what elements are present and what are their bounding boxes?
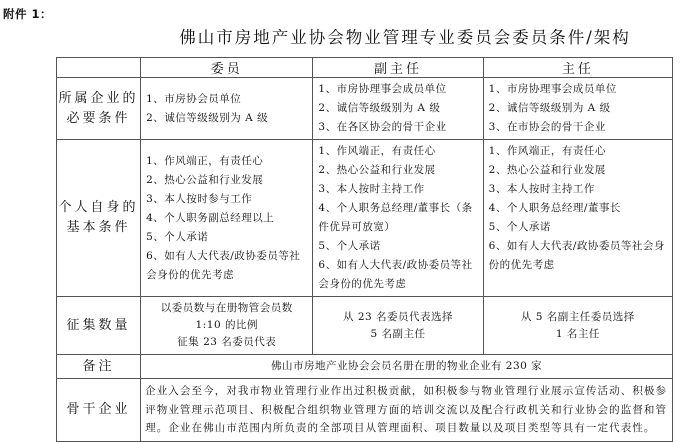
member-personal-cell (141, 140, 313, 297)
table-row-quota (57, 297, 673, 355)
list-item: 6、如有人大代表/政协委员等社会身份的优先考虑 (318, 259, 473, 290)
vice-director-personal-cell (313, 140, 483, 297)
list-item: 2、热心公益和行业发展 (488, 164, 606, 176)
director-personal-cell (483, 140, 672, 297)
row-label: 骨干企业 (57, 379, 141, 442)
quota-line: 从 23 名委员代表选择 (343, 310, 454, 323)
list-item: 3、本人按时主持工作 (318, 183, 425, 195)
table-row-personal-requirements (57, 140, 673, 297)
list-item: 3、在市协会的骨干企业 (488, 121, 606, 133)
list-item: 1、作风端正，有责任心 (318, 145, 436, 157)
table-row-remarks (57, 355, 673, 379)
table-row-backbone (57, 379, 673, 442)
list-item: 5、个人承诺 (318, 240, 381, 252)
list-item: 1、作风端正，有责任心 (488, 145, 606, 157)
list-item: 6、如有人大代表/政协委员等社会身份的优先考虑 (488, 240, 665, 271)
table-row-enterprise-requirements (57, 78, 673, 140)
list-item: 4、个人职务总经理/董事长（条件优异可放宽） (318, 202, 473, 233)
list-item: 2、诚信等级级别为 A 级 (146, 111, 269, 124)
row-label: 备注 (57, 355, 141, 379)
header-member: 委员 (141, 58, 313, 78)
list-item: 3、在各区协会的骨干企业 (318, 121, 447, 133)
row-label-line: 个人自身的 (58, 200, 139, 215)
list-item: 1、作风端正，有责任心 (146, 154, 264, 167)
list-item: 5、个人承诺 (488, 221, 551, 233)
list-item: 1、市房协理事会成员单位 (318, 83, 447, 95)
header-blank (57, 58, 141, 78)
backbone-cell: 企业入会至今，对我市物业管理行业作出过积极贡献，如积极参与物业管理行业展示宣传活动、积极参评物业管理示范项目、积极配合组织物业管理方面的培训交流以及配合行政机关和行业协会的监督和管理。企业在佛山市范围内所负责的全部项目从管理面积、项目数量以及项目类型等具有一定代表性。 (141, 379, 673, 442)
list-item: 2、热心公益和行业发展 (146, 173, 264, 186)
vice-director-quota-cell (313, 297, 483, 355)
list-item: 3、本人按时参与工作 (146, 192, 253, 205)
header-director: 主任 (483, 58, 672, 78)
quota-line: 从 5 名副主任委员选择 (520, 310, 635, 323)
row-label (57, 140, 141, 297)
quota-line: 以委员数与在册物管会员数 (160, 302, 293, 314)
member-enterprise-cell (141, 78, 313, 140)
conditions-table (56, 57, 673, 442)
list-item: 2、诚信等级级别为 A 级 (318, 102, 441, 114)
attachment-label: 附件 1： (3, 7, 53, 21)
list-item: 2、热心公益和行业发展 (318, 164, 436, 176)
member-quota-cell (141, 297, 313, 355)
remarks-cell: 佛山市房地产业协会会员名册在册的物业企业有 230 家 (141, 355, 673, 379)
quota-line: 1:10 的比例 (195, 319, 258, 331)
vice-director-enterprise-cell (313, 78, 483, 140)
document-title: 佛山市房地产业协会物业管理专业委员会委员条件/架构 (179, 28, 631, 47)
row-label-line: 所属企业的 (58, 90, 139, 106)
list-item: 3、本人按时主持工作 (488, 183, 595, 195)
row-label-line: 必要条件 (66, 110, 131, 126)
director-quota-cell (483, 297, 672, 355)
header-vice-director: 副主任 (313, 58, 483, 78)
director-enterprise-cell (483, 78, 672, 140)
quota-line: 1 名主任 (555, 327, 600, 340)
list-item: 5、个人承诺 (146, 230, 209, 243)
list-item: 6、如有人大代表/政协委员等社会身份的优先考虑 (146, 249, 301, 281)
list-item: 1、市房协会员单位 (146, 92, 242, 105)
row-label (57, 78, 141, 140)
quota-line: 征集 23 名委员代表 (177, 336, 277, 348)
list-item: 4、个人职务总经理/董事长 (488, 202, 621, 214)
row-label-line: 基本条件 (66, 220, 131, 235)
row-label: 征集数量 (57, 297, 141, 355)
list-item: 1、市房协理事会成员单位 (488, 83, 617, 95)
table-header-row (57, 58, 673, 78)
quota-line: 5 名副主任 (370, 327, 426, 340)
list-item: 2、诚信等级级别为 A 级 (488, 102, 611, 114)
list-item: 4、个人职务副总经理以上 (146, 211, 275, 224)
